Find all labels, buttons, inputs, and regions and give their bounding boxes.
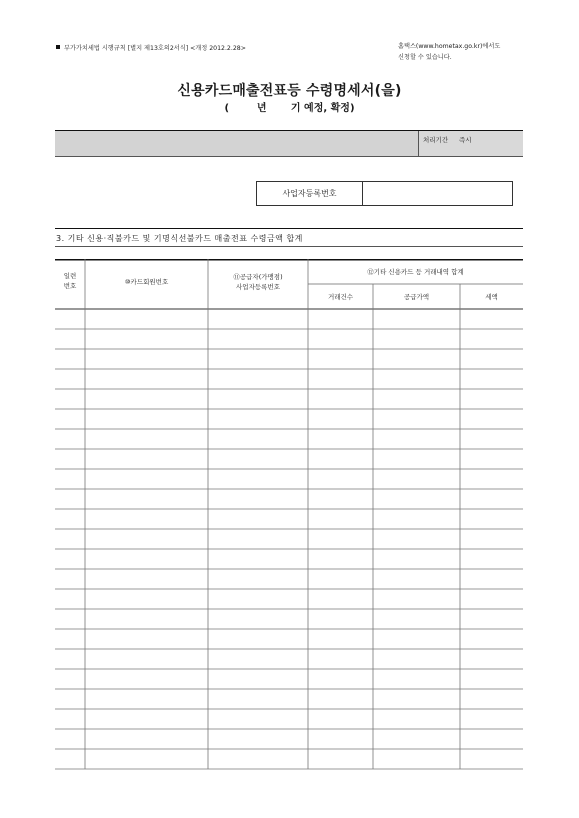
receipt-table [55,259,523,769]
processing-period-label: 처리기간 [423,136,449,144]
business-registration-label: 사업자등록번호 [257,182,363,205]
col-tax-header: 세액 [485,293,498,301]
col-count-header: 거래건수 [327,293,354,301]
square-bullet-icon [56,45,60,49]
hometax-note-line1: 홈택스(www.hometax.go.kr)에서도 [398,43,501,50]
section-bottom-rule [55,246,523,247]
hometax-note [398,41,500,63]
business-registration-box [256,181,513,206]
form-reference-text: 부가가치세법 시행규칙 [별지 제13호의2서식] <개정 2012.2.28> [64,45,246,52]
hometax-note-line2: 신청할 수 있습니다. [398,54,452,61]
table-grid-lines [55,259,523,771]
processing-period-value: 즉시 [459,136,472,144]
processing-period-cell [418,131,523,156]
col-card-header: ⑩카드회원번호 [124,278,169,286]
col-serial-line1: 일련 [63,272,77,280]
section-top-rule [55,228,523,229]
section-title: 3. 기타 신용·직불카드 및 기명식선불카드 매출전표 수령금액 합계 [56,234,303,243]
col-supply-header: 공급가액 [403,293,430,301]
col-supplier-line1: ⑪공급자(가맹점) [233,273,283,281]
col-serial-header [55,271,85,291]
col-group-header: ⑫기타 신용카드 등 거래내역 합계 [367,268,464,276]
document-title: 신용카드매출전표등 수령명세서(을) [177,83,402,99]
document-subtitle: ( 년 기 예정, 확정) [224,103,355,114]
col-supplier-line2: 사업자등록번호 [236,283,280,291]
col-serial-line2: 번호 [63,282,77,290]
form-reference [56,43,246,52]
business-registration-field[interactable] [363,182,512,205]
col-supplier-header [208,272,308,292]
processing-bar [55,130,523,157]
